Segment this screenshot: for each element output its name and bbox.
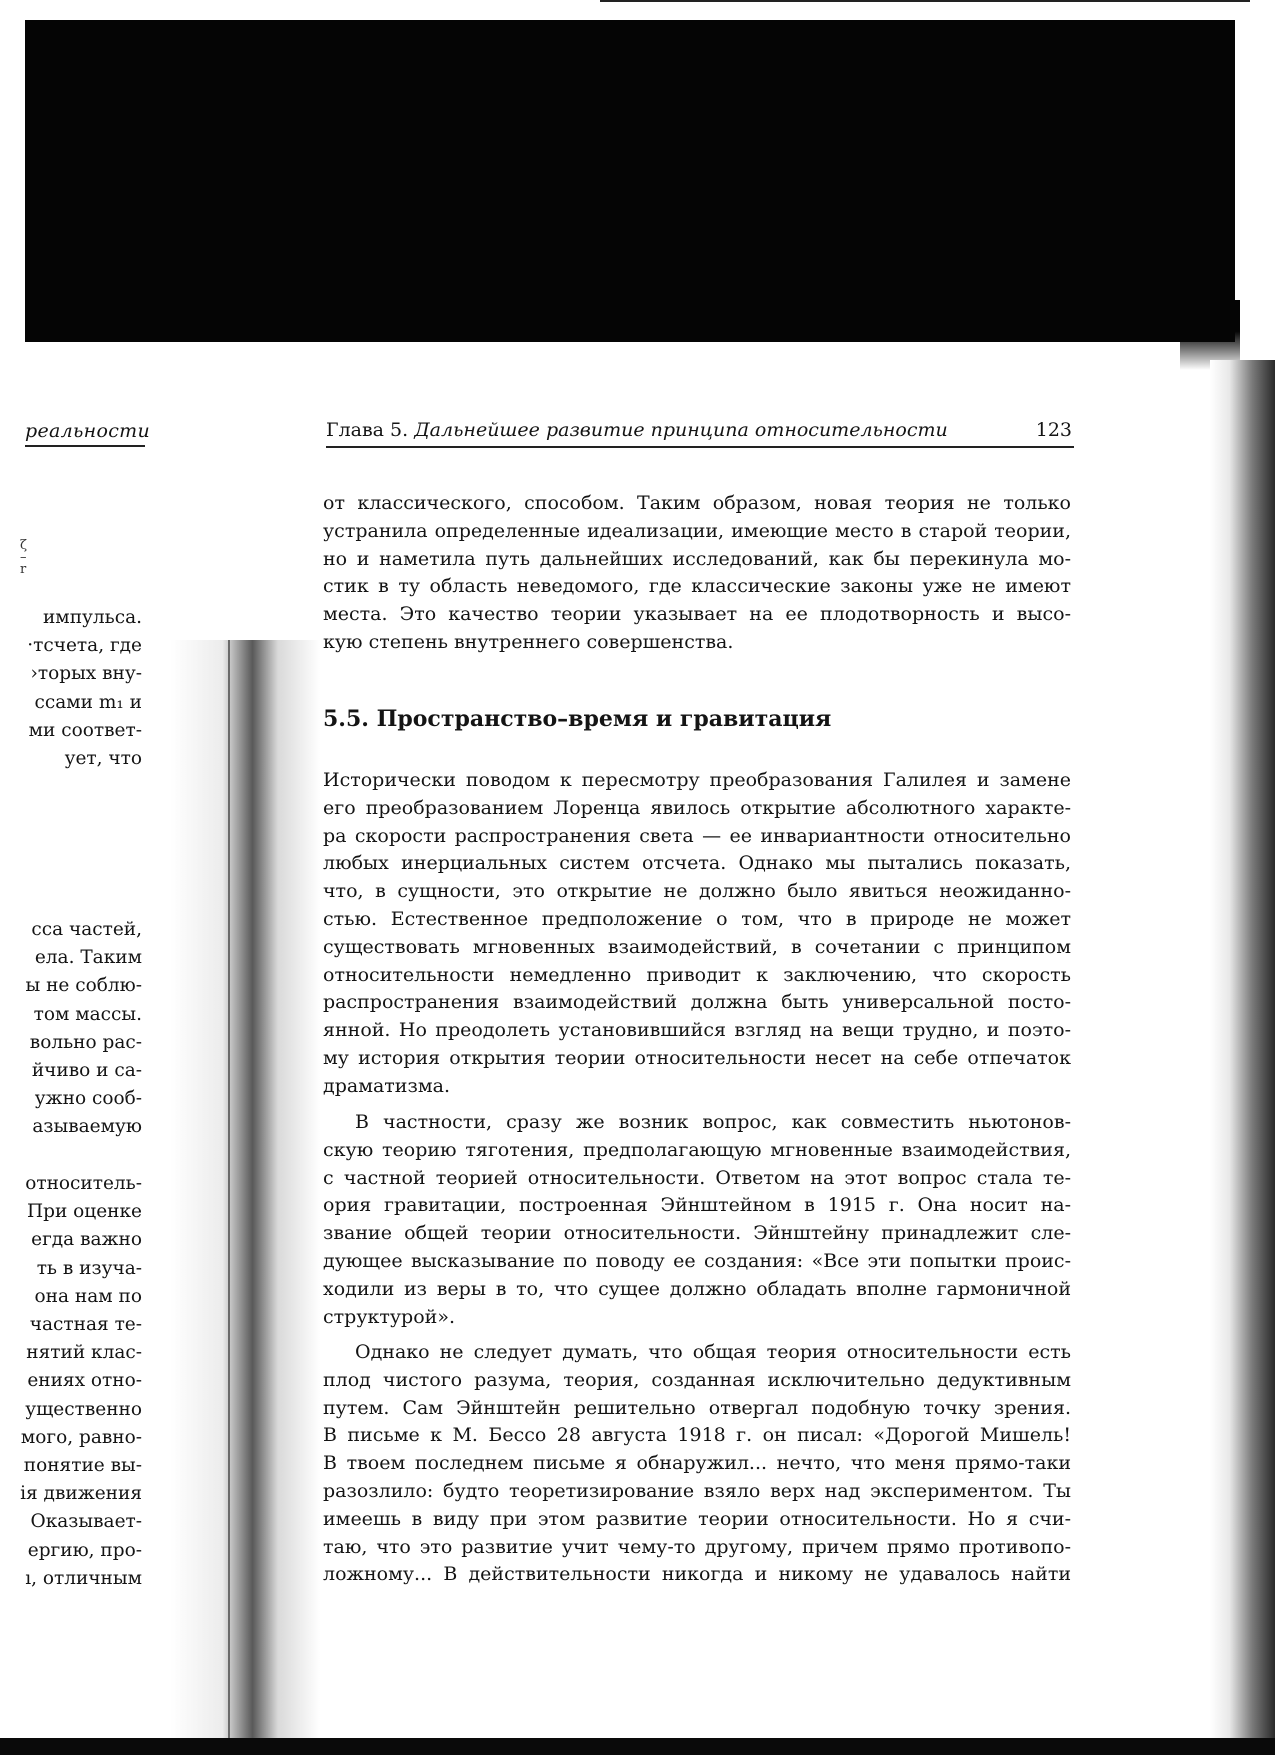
text-line: му история открытия теории относительности несет на себе отпечаток xyxy=(323,1046,1071,1069)
text-line: Исторически поводом к пересмотру преобразования Галилея и замене xyxy=(323,769,1071,791)
left-page-marks xyxy=(20,540,27,576)
book-gutter-line xyxy=(228,640,230,1740)
text-line: В твоем последнем письме я обнаружил... нечто, что меня прямо-таки xyxy=(323,1452,1071,1475)
text-line: места. Это качество теории указывает на ее плодотворность и высо- xyxy=(323,603,1071,626)
left-line: Оказывает- xyxy=(30,1511,142,1533)
left-line: нятий клас- xyxy=(26,1342,142,1364)
text-line: от классического, способом. Таким образом, новая теория не только xyxy=(323,492,1071,514)
text-line: его преобразованием Лоренца явилось открытие абсолютного характе- xyxy=(323,796,1071,819)
left-line: том массы. xyxy=(33,1003,142,1025)
left-line: йчиво и са- xyxy=(31,1060,142,1082)
left-page-block-1 xyxy=(0,604,142,773)
paragraph-1 xyxy=(323,490,1071,657)
left-page-running-header: реальности xyxy=(25,420,145,447)
scan-top-edge xyxy=(600,0,1250,8)
left-line: ть в изуча- xyxy=(36,1257,142,1279)
left-line: ужно сооб- xyxy=(34,1088,142,1110)
text-line: с частной теорией относительности. Ответом на этот вопрос стала те- xyxy=(323,1166,1071,1189)
text-line: дующее высказывание по поводу ее создания: «Все эти попытки проис- xyxy=(323,1249,1071,1272)
text-line: что, в сущности, это открытие не должно было явиться неожиданно- xyxy=(323,880,1071,903)
left-line: сса частей, xyxy=(31,919,142,940)
text-line: стью. Естественное предположение о том, что в природе не может xyxy=(323,907,1071,930)
left-line: ·тсчета, где xyxy=(27,635,142,657)
left-page-block-3 xyxy=(0,1170,142,1593)
text-line: но и наметила путь дальнейших исследований, как бы перекинула мо- xyxy=(323,547,1071,570)
text-line: ложному... В действительности никогда и никому не удавалось найти xyxy=(323,1563,1071,1586)
running-header xyxy=(326,416,1074,448)
scan-black-band xyxy=(25,20,1235,342)
text-line: относительности немедленно приводит к заключению, что скорость xyxy=(323,963,1071,986)
left-line: ует, что xyxy=(64,748,142,770)
text-line: путем. Сам Эйнштейн решительно отвергал подобную точку зрения. xyxy=(323,1396,1071,1419)
paragraph-3 xyxy=(323,1109,1071,1331)
text-line: скую теорию тяготения, предполагающую мгновенные взаимодействия, xyxy=(323,1138,1071,1161)
left-mark: ζ xyxy=(20,538,28,553)
text-line: В частности, сразу же возник вопрос, как совместить ньютонов- xyxy=(355,1111,1071,1133)
left-line: частная те- xyxy=(29,1314,142,1336)
left-mark: r xyxy=(20,562,27,577)
left-line: ела. Таким xyxy=(34,947,142,969)
text-line: таю, что это развитие учит чему-то другому, причем прямо противопо- xyxy=(323,1535,1071,1558)
text-line: звание общей теории относительности. Эйнштейну принадлежит сле- xyxy=(323,1222,1071,1245)
text-line: стик в ту область неведомого, где классические законы уже не имеют xyxy=(323,575,1071,598)
page-number: 123 xyxy=(1035,419,1072,441)
text-line: В письме к М. Бессо 28 августа 1918 г. он писал: «Дорогой Мишель! xyxy=(323,1424,1071,1447)
text-line: плод чистого разума, теория, созданная исключительно дедуктивным xyxy=(323,1368,1071,1391)
text-line: ра скорости распространения света — ее инвариантности относительно xyxy=(323,824,1071,847)
text-line: кую степень внутреннего совершенства. xyxy=(323,630,734,653)
left-line: азываемую xyxy=(32,1116,142,1138)
left-line: вольно рас- xyxy=(29,1031,142,1053)
left-line: мого, равно- xyxy=(20,1426,142,1448)
left-line: она нам по xyxy=(34,1285,142,1307)
left-mark: – xyxy=(20,550,27,565)
text-line: структурой». xyxy=(323,1305,455,1328)
book-gutter-shadow xyxy=(170,640,320,1740)
text-line: ходили из веры в то, что сущее должно обладать вполне гармоничной xyxy=(323,1277,1071,1300)
paragraph-4 xyxy=(323,1339,1071,1589)
left-line: относитель- xyxy=(25,1173,142,1194)
text-line: ория гравитации, построенная Эйнштейном в 1915 г. Она носит на- xyxy=(323,1194,1071,1217)
text-line: янной. Но преодолеть установившийся взгляд на вещи трудно, и поэто- xyxy=(323,1019,1071,1042)
left-line: ія движения xyxy=(20,1483,142,1505)
left-page-block-2 xyxy=(0,916,142,1142)
text-line: устранила определенные идеализации, имеющие место в старой теории, xyxy=(323,519,1071,542)
section-heading: 5.5. Пространство–время и гравитация xyxy=(323,706,832,732)
left-line: ми соответ- xyxy=(28,719,142,741)
left-line: ущественно xyxy=(25,1398,142,1420)
left-line: понятие вы- xyxy=(23,1455,142,1477)
chapter-prefix: Глава 5. xyxy=(326,419,409,441)
left-line: ссами m₁ и xyxy=(34,691,142,713)
page-right-edge-shadow xyxy=(1210,360,1275,1740)
text-line: существовать мгновенных взаимодействий, в сочетании с принципом xyxy=(323,935,1071,958)
chapter-title: Дальнейшее развитие принципа относительности xyxy=(414,419,948,441)
left-line: импульса. xyxy=(42,607,142,628)
text-line: имеешь в виду при этом развитие теории относительности. Но я счи- xyxy=(323,1507,1071,1530)
left-line: ›торых вну- xyxy=(30,663,142,685)
scan-bottom-edge xyxy=(0,1738,1275,1755)
text-line: разозлило: будто теоретизирование взяло верх над экспериментом. Ты xyxy=(323,1479,1071,1502)
left-line: ергию, про- xyxy=(27,1539,142,1561)
text-line: любых инерциальных систем отсчета. Однако мы пытались показать, xyxy=(323,852,1071,875)
paragraph-2 xyxy=(323,767,1071,1101)
text-line: Однако не следует думать, что общая теория относительности есть xyxy=(355,1341,1071,1363)
left-line: ениях отно- xyxy=(27,1370,142,1392)
text-line: драматизма. xyxy=(323,1074,450,1097)
left-line: При оценке xyxy=(26,1201,142,1223)
left-line: ı, отличным xyxy=(25,1567,142,1589)
chapter-label xyxy=(326,419,948,441)
left-line: егда важно xyxy=(31,1229,142,1251)
text-line: распространения взаимодействий должна быть универсальной посто- xyxy=(323,991,1071,1014)
left-line: ы не соблю- xyxy=(25,975,142,997)
